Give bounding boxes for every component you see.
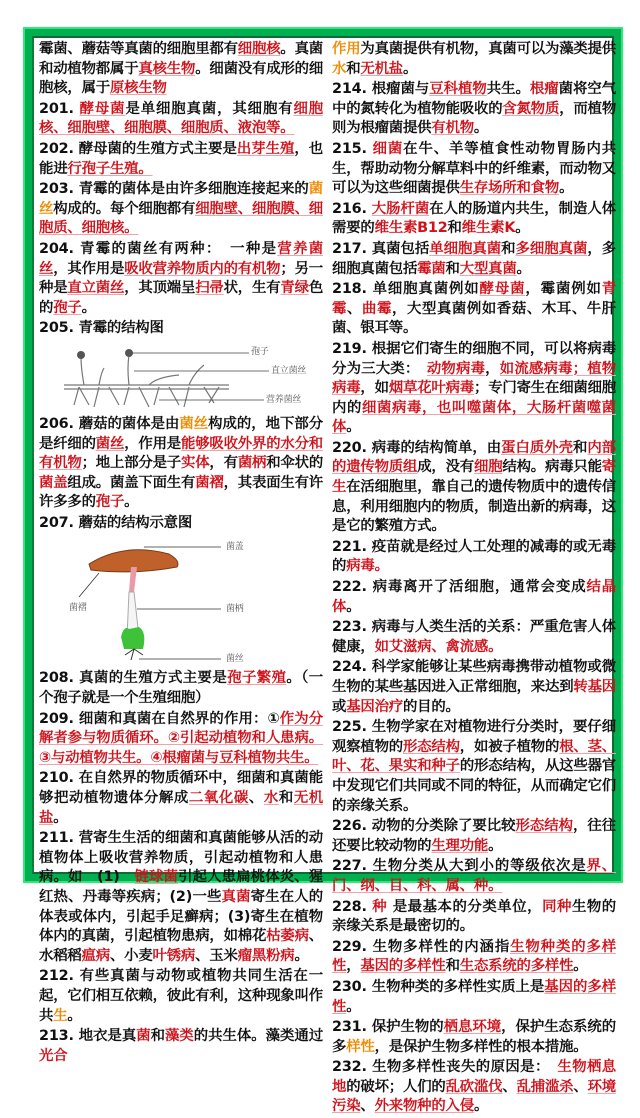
text: 和 bbox=[445, 958, 460, 975]
highlight-text: 菌盖 bbox=[39, 474, 68, 491]
text: 成，没有 bbox=[417, 459, 474, 476]
text: 霉菌、蘑菇等真菌的细胞里都有 bbox=[39, 41, 238, 57]
highlight-text: 内部的遗传物质组 bbox=[332, 439, 616, 476]
page-content bbox=[32, 36, 617, 1115]
text: 构成的，地下部分是纤细的 bbox=[39, 415, 323, 452]
text: ，如 bbox=[360, 380, 389, 397]
paragraph bbox=[39, 829, 323, 966]
highlight-text: 烟草花叶病毒 bbox=[388, 380, 475, 397]
paragraph bbox=[39, 40, 323, 99]
paragraph bbox=[332, 658, 616, 717]
paragraph bbox=[39, 1027, 323, 1066]
label-cap: 菌盖 bbox=[226, 542, 244, 553]
highlight-text: 光合 bbox=[39, 1047, 68, 1064]
text: 、 bbox=[360, 1098, 375, 1115]
highlight-text: 外来物种的入侵 bbox=[374, 1098, 474, 1115]
highlight-text: 真核生物 bbox=[138, 60, 196, 77]
highlight-text: 多细胞真菌 bbox=[515, 240, 588, 257]
text: 208. 真菌的生殖方式主要是 bbox=[39, 670, 228, 687]
highlight-text: 叶锈病 bbox=[152, 947, 196, 964]
text: 的破坏；人们的 bbox=[346, 1078, 446, 1095]
paragraph bbox=[332, 40, 616, 79]
highlight-text: 吸收营养物质内的有机物 bbox=[124, 260, 281, 277]
text: 和伞状的 bbox=[266, 455, 324, 472]
text: ；地上部分是子 bbox=[81, 455, 181, 472]
highlight-text: 转基因 bbox=[573, 679, 616, 695]
highlight-text: 细胞壁、细胞膜、细胞质、细胞核。 bbox=[39, 200, 323, 237]
text: 。 bbox=[559, 180, 574, 197]
text: 217. 真菌包括 bbox=[332, 240, 430, 257]
highlight-text: 寄生 bbox=[332, 459, 616, 496]
highlight-text: 细菌病毒，也叫噬菌体，大肠杆菌噬菌体 bbox=[332, 399, 616, 436]
text: ，而植物则为根瘤菌提供 bbox=[332, 100, 617, 137]
text: 在牛、羊等植食性动物胃肠内共生，帮助动物分解草料中的纤维素，而动物又可以为这些细菌提供 bbox=[332, 140, 616, 197]
label-nutrient-hypha: 营养菌丝 bbox=[266, 394, 302, 405]
text: 构成的。每个细胞都有 bbox=[53, 200, 196, 217]
paragraph bbox=[332, 578, 616, 617]
highlight-text: 细胞核 bbox=[237, 41, 281, 57]
paragraph bbox=[39, 514, 323, 534]
highlight-text: 能够吸收外界的水分和有机物 bbox=[39, 435, 323, 472]
highlight-text: 菌柄 bbox=[237, 455, 267, 472]
text: 214. 根瘤菌与 bbox=[332, 81, 430, 98]
paragraph bbox=[332, 718, 616, 816]
text: 结构。病毒只能 bbox=[502, 459, 602, 476]
text: 。 bbox=[346, 598, 361, 615]
highlight-text: 根瘤 bbox=[529, 81, 559, 98]
text: 232. 生物多样性丧失的原因是： bbox=[332, 1059, 558, 1076]
highlight-text: 孢子 bbox=[95, 494, 125, 511]
text: 。（一个孢子就是一个生殖细胞） bbox=[39, 670, 323, 707]
text: 和 bbox=[278, 790, 294, 807]
text: 。 bbox=[67, 1007, 82, 1024]
highlight-text: 菌丝 bbox=[39, 181, 323, 217]
text: 221. 疫苗就是经过人工处理的减毒的或无毒的 bbox=[332, 538, 616, 575]
text: 230. 生物种类的多样性实质上是 bbox=[332, 978, 545, 995]
text: 203. 青霉的菌体是由许多细胞连接起来的 bbox=[39, 181, 309, 198]
right-column bbox=[332, 40, 616, 1118]
highlight-text: 细菌 bbox=[372, 140, 404, 157]
highlight-text: 生物种类的多样性 bbox=[332, 938, 616, 975]
text: 、玉米 bbox=[195, 947, 238, 964]
text: ，其顶端呈 bbox=[124, 280, 196, 297]
paragraph bbox=[332, 857, 616, 896]
left-column bbox=[39, 40, 323, 1067]
text: ，霉菌例如 bbox=[525, 281, 602, 298]
highlight-text: 动物病毒 bbox=[426, 360, 486, 377]
highlight-text: 维生素B12 bbox=[374, 220, 448, 237]
paragraph bbox=[39, 240, 323, 318]
text: 。 bbox=[515, 220, 530, 237]
highlight-text: 出芽生殖 bbox=[236, 140, 295, 157]
text: 组成。菌盖下面生有 bbox=[67, 474, 196, 491]
paragraph bbox=[332, 538, 616, 577]
highlight-text: 细胞 bbox=[474, 459, 503, 476]
paragraph bbox=[332, 1018, 616, 1057]
text: 、水稻稻 bbox=[39, 928, 323, 964]
text: 210. 在自然界的物质循环中，细菌和真菌能够把动植物遗体分解成 bbox=[39, 770, 323, 807]
text: ，其作用是 bbox=[53, 260, 125, 277]
highlight-text: 单细胞真菌 bbox=[429, 240, 502, 257]
highlight-text: 维生素K bbox=[461, 220, 516, 237]
paragraph bbox=[39, 180, 323, 239]
highlight-text: 实体 bbox=[181, 455, 210, 472]
paragraph bbox=[39, 967, 323, 1026]
highlight-text: 作为分解者参与物质循环。②引起动植物和人患病。③与动植物共生。④根瘤菌与豆科植物共生。 bbox=[39, 710, 323, 766]
text: 。真菌和动植物都属于 bbox=[39, 41, 323, 77]
highlight-text: 基因的多样性 bbox=[332, 978, 616, 1015]
paragraph bbox=[332, 817, 616, 856]
highlight-text: 无机盐 bbox=[39, 790, 323, 826]
text: 201. bbox=[39, 100, 80, 117]
text: 状，生有 bbox=[223, 280, 281, 297]
highlight-text: 环境污染 bbox=[332, 1078, 616, 1115]
text: 的目的。 bbox=[402, 698, 460, 715]
highlight-text: 菌褶 bbox=[195, 474, 224, 491]
mushroom-drawing bbox=[39, 537, 323, 665]
highlight-text: 无机盐 bbox=[360, 60, 403, 77]
text: 。 bbox=[53, 809, 68, 826]
highlight-text: 形态结构 bbox=[515, 818, 574, 835]
text: 菌将空气中的氮转化为植物能吸收的 bbox=[332, 81, 617, 117]
text: 或 bbox=[332, 698, 347, 715]
highlight-text: 形态结构 bbox=[403, 738, 460, 755]
text: ，其表面生有许许多多的 bbox=[39, 474, 323, 511]
highlight-text: 样性 bbox=[346, 1038, 375, 1055]
highlight-text: 藻类 bbox=[165, 1028, 194, 1045]
highlight-text: 大肠杆菌 bbox=[371, 200, 430, 217]
text: 219. 根据它们寄生的细胞不同，可以将病毒分为三大类： bbox=[332, 340, 616, 377]
text: ，也能进 bbox=[39, 140, 323, 177]
highlight-text: 含氮物质 bbox=[502, 100, 560, 117]
text: 202. 酵母菌的生殖方式主要是 bbox=[39, 140, 237, 157]
highlight-text: 营养菌丝 bbox=[39, 240, 323, 277]
text: 和 bbox=[150, 1028, 166, 1045]
text: 寄生在人的体表或体内，引起手足癣病；(3)寄生在植物体内的真菌，引起植物患病，如棉花 bbox=[39, 889, 323, 945]
paragraph bbox=[332, 240, 616, 279]
highlight-text: 曲霉 bbox=[362, 300, 392, 317]
highlight-text: 病毒。 bbox=[346, 558, 389, 575]
text: 220. 病毒的结构简单，由 bbox=[332, 439, 502, 456]
highlight-text: 酵母菌 bbox=[79, 100, 126, 117]
text: 在活细胞里，靠自己的遗传物质中的遗传信息，利用细胞内的物质，制造出新的病毒，这是它的繁殖方式。 bbox=[332, 479, 616, 535]
text: 227. 生物分类从大到小的等级依次是 bbox=[332, 858, 587, 875]
text: 。 bbox=[488, 837, 503, 854]
text: ，如被子植物的 bbox=[459, 738, 560, 755]
text: 、 bbox=[248, 790, 264, 807]
text: ， bbox=[346, 958, 361, 975]
text: ，多细胞真菌包括 bbox=[332, 240, 616, 277]
text: 和 bbox=[346, 60, 361, 77]
text: 和 bbox=[445, 260, 460, 277]
highlight-text: 大型真菌 bbox=[459, 260, 517, 277]
paragraph bbox=[332, 898, 616, 937]
text: 为真菌提供有机物，真菌可以为藻类提供 bbox=[360, 41, 616, 57]
highlight-text: 直立菌丝 bbox=[67, 280, 125, 297]
text: 和 bbox=[573, 439, 588, 456]
highlight-text: 二氧化碳 bbox=[188, 790, 249, 807]
paragraph bbox=[332, 1058, 616, 1117]
text: 224. 科学家能够让某些病毒携带动植物或微生物的某些基因进入正常细胞，来达到 bbox=[332, 659, 616, 695]
text: ，有 bbox=[209, 455, 238, 472]
paragraph bbox=[39, 415, 323, 513]
label-stalk: 菌柄 bbox=[226, 604, 244, 615]
text: 。 bbox=[294, 947, 309, 964]
text: 213. 地衣是真 bbox=[39, 1028, 137, 1045]
text: 218. 单细胞真菌例如 bbox=[332, 281, 480, 298]
highlight-text: 孢子 bbox=[53, 299, 82, 316]
text: 222. 病毒离开了活细胞，通常会变成 bbox=[332, 579, 587, 596]
text: 、小麦 bbox=[109, 947, 153, 964]
label-spore: 孢子 bbox=[251, 346, 269, 357]
label-upright-hypha: 直立菌丝 bbox=[271, 365, 307, 376]
highlight-text: 生物栖息地 bbox=[332, 1059, 616, 1095]
highlight-text: 菌丝 bbox=[179, 415, 209, 432]
text: 的形态结构，从这些器官中发现它们共同或不同的特征，从而确定它们的亲缘关系。 bbox=[332, 758, 617, 814]
highlight-text: 菌丝 bbox=[95, 435, 125, 452]
highlight-text: 栖息环境 bbox=[443, 1019, 502, 1036]
highlight-text: 乱砍滥伐 bbox=[445, 1078, 503, 1095]
text: 229. 生物多样性的内涵指 bbox=[332, 938, 511, 955]
text: 是单细胞真菌，其细胞有 bbox=[125, 100, 294, 117]
text: 。 bbox=[473, 120, 489, 137]
paragraph bbox=[39, 710, 323, 769]
text: ；专门寄生在细菌细胞内的 bbox=[332, 380, 616, 416]
highlight-text: 青霉 bbox=[332, 281, 616, 317]
text: 是最基本的分类单位， bbox=[387, 898, 543, 915]
text: 和 bbox=[501, 240, 516, 257]
paragraph bbox=[332, 280, 616, 339]
text: 。 bbox=[346, 419, 361, 436]
text: 色的 bbox=[39, 280, 324, 316]
highlight-text: 扫帚 bbox=[195, 280, 224, 297]
highlight-text: 孢子繁殖 bbox=[227, 670, 287, 687]
text: 生物的亲缘关系是最密切的。 bbox=[332, 898, 616, 935]
paragraph bbox=[39, 769, 323, 828]
highlight-text: 如艾滋病、禽流感。 bbox=[374, 638, 503, 655]
text: 205. 青霉的结构图 bbox=[39, 320, 164, 337]
highlight-text: 生 bbox=[53, 1007, 68, 1024]
highlight-text: 豆科植物 bbox=[429, 81, 487, 98]
text: 。 bbox=[81, 299, 96, 316]
highlight-text: 作用 bbox=[332, 41, 361, 57]
highlight-text: 行孢子生殖。 bbox=[67, 160, 153, 177]
text: 228. bbox=[332, 898, 373, 915]
paragraph bbox=[39, 140, 323, 179]
penicillium-diagram bbox=[39, 343, 323, 411]
text: 、 bbox=[347, 300, 362, 317]
page-border bbox=[23, 27, 623, 1115]
text: 215. bbox=[332, 140, 373, 157]
text: 226. 动物的分类除了要比较 bbox=[332, 818, 516, 835]
text: 共生。 bbox=[486, 81, 530, 98]
text: 。 bbox=[402, 60, 418, 77]
paragraph bbox=[39, 100, 323, 139]
text: 206. 蘑菇的菌体是由 bbox=[39, 415, 180, 432]
highlight-text: 水 bbox=[332, 60, 347, 77]
text: 、 bbox=[573, 1078, 588, 1095]
highlight-text: 同种 bbox=[542, 898, 572, 915]
text: 。 bbox=[124, 494, 139, 511]
text: 204. 青霉的菌丝有两种： 一种是 bbox=[39, 240, 278, 257]
highlight-text: 如流感病毒；植物病毒 bbox=[332, 360, 616, 397]
text: 211. 营寄生生活的细菌和真菌能够从活的动植物体上吸收营养物质，引起动植物和人患病。如 (1) bbox=[39, 830, 323, 886]
label-gill: 菌褶 bbox=[69, 603, 87, 614]
text: 209. 细菌和真菌在自然界的作用：① bbox=[39, 710, 280, 727]
text: 。细菌没有成形的细胞核，属于 bbox=[39, 60, 324, 97]
highlight-text: 原核生物 bbox=[109, 80, 167, 97]
highlight-text: 蛋白质外壳 bbox=[501, 439, 574, 456]
text: 216. bbox=[332, 200, 372, 217]
highlight-text: 菌 bbox=[136, 1028, 151, 1045]
paragraph bbox=[332, 618, 616, 657]
text: 在人的肠道内共生，制造人体需要的 bbox=[332, 200, 617, 237]
highlight-text: 根、茎、叶、花、果实和种子 bbox=[332, 738, 616, 775]
text: ，往往还要比较动物的 bbox=[332, 818, 616, 854]
text: 。 bbox=[473, 1098, 489, 1115]
highlight-text: 链球菌 bbox=[134, 869, 179, 886]
paragraph bbox=[332, 978, 616, 1017]
text: 。 bbox=[346, 998, 361, 1015]
text: ， bbox=[485, 360, 500, 377]
text: 引起人患扁桃体炎、猩红热、丹毒等疾病；(2)一些 bbox=[39, 869, 323, 905]
highlight-text: 酵母菌 bbox=[479, 281, 526, 298]
highlight-text: 细胞核、细胞壁、细胞膜、细胞质、液泡等。 bbox=[39, 100, 323, 137]
highlight-text: 乱捕滥杀 bbox=[516, 1078, 574, 1095]
mushroom-diagram bbox=[39, 537, 323, 665]
label-hypha: 菌丝 bbox=[226, 654, 244, 665]
highlight-text: 生理功能 bbox=[431, 837, 489, 854]
text: 、 bbox=[502, 1078, 517, 1095]
highlight-text: 基因治疗 bbox=[346, 698, 403, 715]
text: ，大型真菌例如香菇、木耳、牛肝菌、银耳等。 bbox=[332, 300, 616, 337]
text: ，是保护生物多样性的根本措施。 bbox=[374, 1038, 588, 1055]
highlight-text: 结晶体 bbox=[332, 579, 617, 615]
highlight-text: 种 bbox=[372, 898, 388, 915]
highlight-text: 霉菌 bbox=[417, 260, 446, 277]
highlight-text: 瘟病 bbox=[81, 947, 110, 964]
text: 207. 蘑菇的结构示意图 bbox=[39, 514, 193, 531]
highlight-text: 青绿 bbox=[280, 280, 309, 297]
highlight-text: 枯萎病 bbox=[266, 928, 309, 945]
paragraph bbox=[332, 200, 616, 239]
text: 和 bbox=[447, 220, 462, 237]
paragraph bbox=[332, 439, 616, 537]
highlight-text: 基因的多样性 bbox=[360, 958, 446, 975]
paragraph bbox=[39, 669, 323, 708]
text: ，保护生态系统的多 bbox=[332, 1019, 616, 1055]
highlight-text: 界、门、纲、目、科、属、种。 bbox=[332, 858, 617, 894]
text: 。 bbox=[516, 260, 531, 277]
paragraph bbox=[332, 80, 616, 139]
highlight-text: 生态系统的多样性 bbox=[459, 958, 574, 975]
highlight-text: 生存场所和食物 bbox=[459, 180, 560, 197]
text: 231. 保护生物的 bbox=[332, 1019, 444, 1036]
text: 225. 生物学家在对植物进行分类时，要仔细观察植物的 bbox=[332, 719, 616, 755]
highlight-text: 水 bbox=[263, 790, 279, 807]
paragraph bbox=[332, 938, 616, 977]
paragraph bbox=[332, 340, 616, 438]
paragraph bbox=[332, 140, 616, 199]
text: ；另一种是 bbox=[39, 260, 323, 297]
highlight-text: 有机物 bbox=[431, 120, 474, 137]
paragraph bbox=[39, 319, 323, 339]
highlight-text: 真菌 bbox=[221, 889, 251, 905]
text: 的共生体。藻类通过 bbox=[193, 1028, 324, 1045]
text: 223. 病毒与人类生活的关系：严重危害人体健康， bbox=[332, 619, 616, 655]
text: ，作用是 bbox=[124, 435, 181, 452]
text: 212. 有些真菌与动物或植物共同生活在一起，它们相互依赖，彼此有利，这种现象叫作共 bbox=[39, 968, 323, 1024]
text: 。 bbox=[573, 958, 588, 975]
highlight-text: 瘤黑粉病 bbox=[237, 947, 295, 964]
